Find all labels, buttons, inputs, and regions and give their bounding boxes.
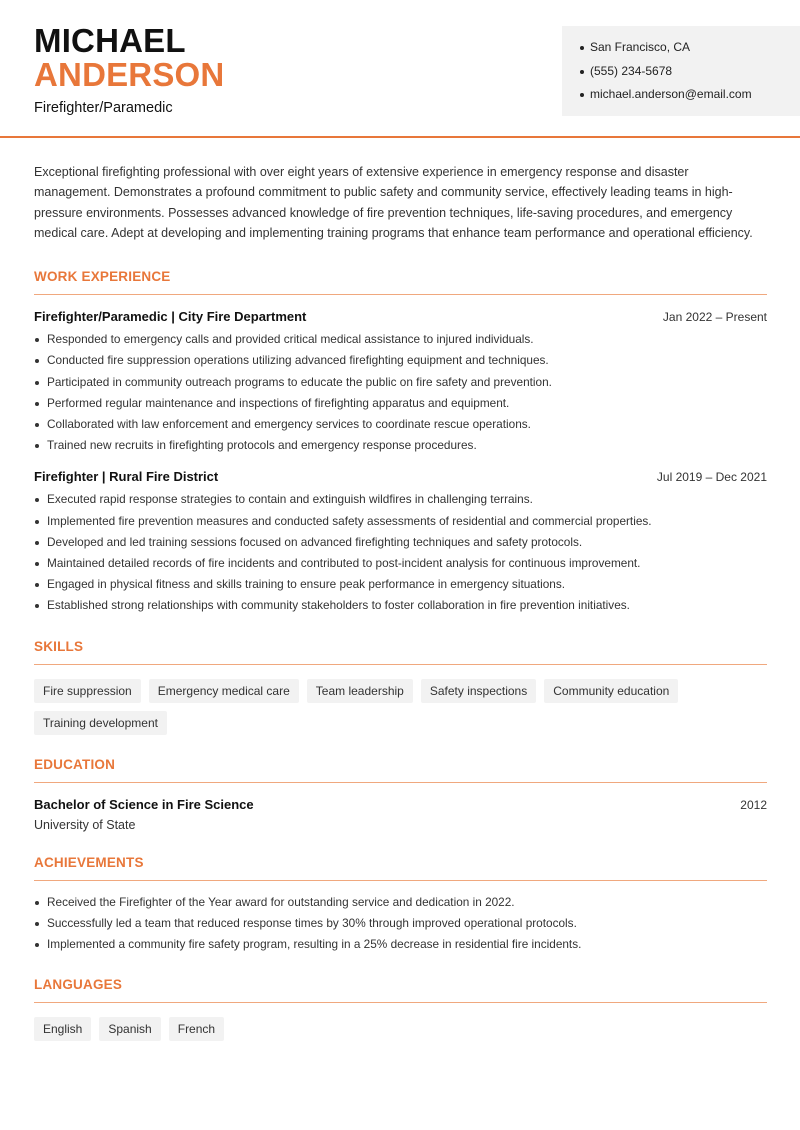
job-bullets bbox=[34, 489, 767, 616]
list-item: Responded to emergency calls and provided critical medical assistance to injured individuals. bbox=[34, 329, 767, 350]
language-chip: French bbox=[169, 1017, 224, 1041]
first-name: MICHAEL bbox=[34, 22, 186, 59]
list-item: Established strong relationships with community stakeholders to foster collaboration in fire prevention initiatives. bbox=[34, 595, 767, 616]
education-degree: Bachelor of Science in Fire Science bbox=[34, 796, 254, 812]
skill-chip: Emergency medical care bbox=[149, 679, 299, 703]
list-item: Maintained detailed records of fire incidents and contributed to post-incident analysis for continuous improvement. bbox=[34, 553, 767, 574]
skill-chip: Team leadership bbox=[307, 679, 413, 703]
job-dates: Jan 2022 – Present bbox=[662, 310, 767, 325]
job-entry bbox=[34, 309, 767, 456]
section-title-languages: LANGUAGES bbox=[34, 977, 767, 1003]
list-item: Implemented fire prevention measures and conducted safety assessments of residential and commercial properties. bbox=[34, 511, 767, 532]
achievements-list bbox=[34, 892, 767, 956]
list-item: Performed regular maintenance and inspections of firefighting apparatus and equipment. bbox=[34, 393, 767, 414]
skills-section bbox=[34, 639, 767, 735]
education-year: 2012 bbox=[740, 797, 767, 812]
job-role: Firefighter/Paramedic | City Fire Department bbox=[34, 309, 307, 325]
contact-email[interactable]: michael.anderson@email.com bbox=[580, 83, 800, 107]
language-chip: Spanish bbox=[99, 1017, 160, 1041]
job-role: Firefighter | Rural Fire District bbox=[34, 469, 219, 485]
education-section bbox=[34, 757, 767, 832]
list-item: Conducted fire suppression operations utilizing advanced firefighting equipment and techniques. bbox=[34, 350, 767, 371]
language-chip: English bbox=[34, 1017, 91, 1041]
resume-body bbox=[34, 162, 767, 1041]
job-title: Firefighter/Paramedic bbox=[34, 100, 173, 116]
section-title-education: EDUCATION bbox=[34, 757, 767, 783]
education-header bbox=[34, 797, 767, 812]
languages-chips bbox=[34, 1017, 767, 1041]
work-experience-section bbox=[34, 269, 767, 616]
list-item: Collaborated with law enforcement and emergency services to coordinate rescue operations. bbox=[34, 414, 767, 435]
job-bullets bbox=[34, 329, 767, 456]
contact-location: San Francisco, CA bbox=[580, 36, 800, 60]
summary-paragraph: Exceptional firefighting professional with over eight years of extensive experience in emergency response and disaster management. Demonstrates a profound commitment to public safety and community service, effectively leading teams in high-pressure environments. Possesses advanced knowledge of fire prevention techniques, life-saving procedures, and emergency medical care. Adept at developing and implementing training programs that enhance team performance and operational efficiency. bbox=[34, 165, 753, 240]
skill-chip: Fire suppression bbox=[34, 679, 141, 703]
contact-box bbox=[562, 26, 800, 116]
resume-header bbox=[0, 0, 800, 138]
job-header bbox=[34, 309, 767, 324]
list-item: Trained new recruits in firefighting protocols and emergency response procedures. bbox=[34, 435, 767, 456]
section-title-work: WORK EXPERIENCE bbox=[34, 269, 767, 295]
education-entry bbox=[34, 797, 767, 832]
list-item: Engaged in physical fitness and skills training to ensure peak performance in emergency situations. bbox=[34, 574, 767, 595]
contact-phone: (555) 234-5678 bbox=[580, 60, 800, 84]
skills-chips bbox=[34, 679, 767, 735]
list-item: Implemented a community fire safety program, resulting in a 25% decrease in residential fire incidents. bbox=[34, 934, 767, 955]
languages-section bbox=[34, 977, 767, 1041]
list-item: Successfully led a team that reduced response times by 30% through improved operational protocols. bbox=[34, 913, 767, 934]
job-header bbox=[34, 469, 767, 484]
list-item: Executed rapid response strategies to contain and extinguish wildfires in challenging terrains. bbox=[34, 489, 767, 510]
section-title-achievements: ACHIEVEMENTS bbox=[34, 855, 767, 881]
job-dates: Jul 2019 – Dec 2021 bbox=[656, 470, 767, 485]
list-item: Received the Firefighter of the Year award for outstanding service and dedication in 2022. bbox=[34, 892, 767, 913]
skill-chip: Training development bbox=[34, 711, 167, 735]
list-item: Participated in community outreach programs to educate the public on fire safety and prevention. bbox=[34, 372, 767, 393]
section-title-skills: SKILLS bbox=[34, 639, 767, 665]
skill-chip: Community education bbox=[544, 679, 678, 703]
last-name: ANDERSON bbox=[34, 56, 225, 93]
job-entry bbox=[34, 469, 767, 616]
list-item: Developed and led training sessions focused on advanced firefighting techniques and safety protocols. bbox=[34, 532, 767, 553]
achievements-section bbox=[34, 855, 767, 956]
skill-chip: Safety inspections bbox=[421, 679, 536, 703]
education-school: University of State bbox=[34, 817, 136, 832]
